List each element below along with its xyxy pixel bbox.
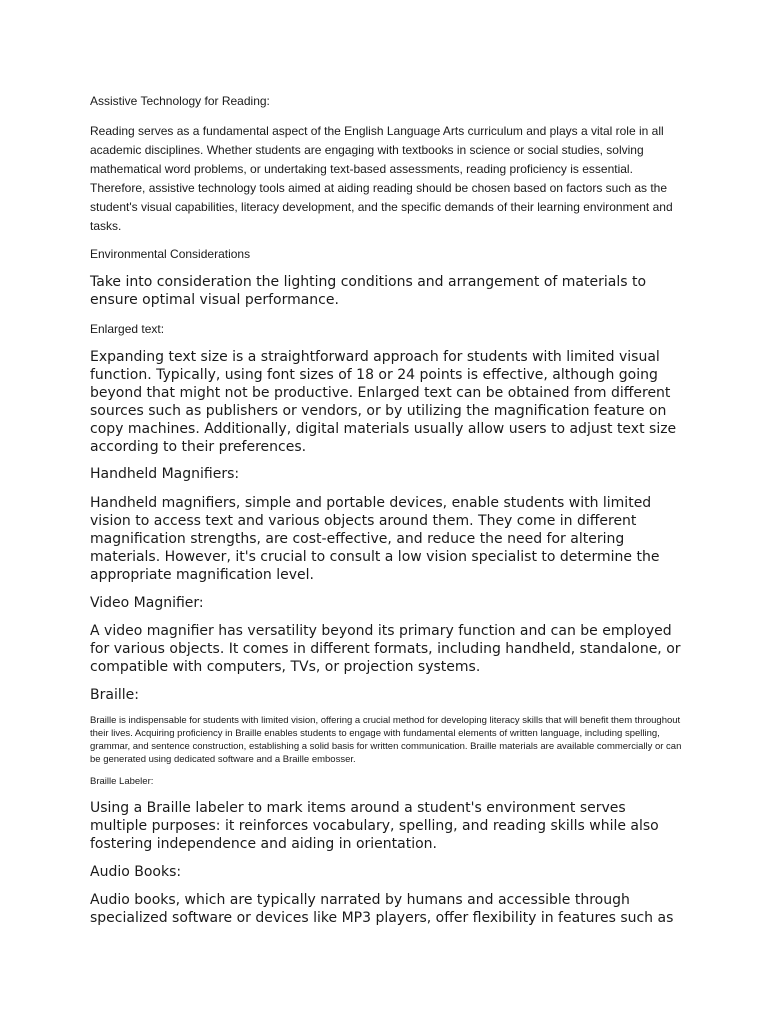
- section-body-environmental: Take into consideration the lighting conditions and arrangement of materials to ensure optimal visual performance.: [90, 274, 647, 308]
- section-body-braille-labeler: Using a Braille labeler to mark items around a student's environment serves multiple purposes: it reinforces vocabulary, spelling, and reading skills while also fostering independence and aiding in orientation.: [90, 800, 659, 852]
- section-body-video-magnifier: A video magnifier has versatility beyond its primary function and can be employed for various objects. It comes in different formats, including handheld, standalone, or compatible with computers, TVs, or projection systems.: [90, 623, 681, 675]
- document-title: Assistive Technology for Reading:: [90, 94, 270, 108]
- section-body-handheld-magnifiers: Handheld magnifiers, simple and portable devices, enable students with limited vision to access text and various objects around them. They come in different magnification strengths, are cost-effective, and reduce the need for altering materials. However, it's crucial to consult a low vision specialist to determine the appropriate magnification level.: [90, 495, 660, 583]
- section-heading-braille-labeler: Braille Labeler:: [90, 776, 154, 787]
- section-heading-environmental: Environmental Considerations: [90, 247, 251, 261]
- intro-paragraph: Reading serves as a fundamental aspect of the English Language Arts curriculum and plays a vital role in all academic disciplines. Whether students are engaging with textbooks in science or social studies, solving mathematical word problems, or undertaking text-based assessments, reading proficiency is essential. Therefore, assistive technology tools aimed at aiding reading should be chosen based on factors such as the student's visual capabilities, literacy development, and the specific demands of their learning environment and tasks.: [90, 124, 673, 233]
- section-heading-audio-books: Audio Books:: [90, 864, 182, 880]
- section-heading-enlarged-text: Enlarged text:: [90, 322, 165, 336]
- section-heading-video-magnifier: Video Magnifier:: [90, 595, 204, 611]
- section-body-enlarged-text: Expanding text size is a straightforward approach for students with limited visual function. Typically, using font sizes of 18 or 24 points is effective, although going beyond that might not be productive. Enlarged text can be obtained from different sources such as publishers or vendors, or by utilizing the magnification feature on copy machines. Additionally, digital materials usually allow users to adjust text size according to their preferences.: [90, 349, 677, 455]
- section-body-audio-books: Audio books, which are typically narrated by humans and accessible through specialized software or devices like MP3 players, offer flexibility in features such as: [90, 892, 674, 926]
- section-heading-braille: Braille:: [90, 687, 139, 703]
- section-body-braille: Braille is indispensable for students with limited vision, offering a crucial method for developing literacy skills that will benefit them throughout their lives. Acquiring proficiency in Braille enables students to engage with fundamental elements of written language, including spelling, grammar, and sentence construction, establishing a solid basis for written communication. Braille materials are available commercially or can be generated using dedicated software and a Braille embosser.: [90, 715, 682, 765]
- section-heading-handheld-magnifiers: Handheld Magnifiers:: [90, 466, 240, 482]
